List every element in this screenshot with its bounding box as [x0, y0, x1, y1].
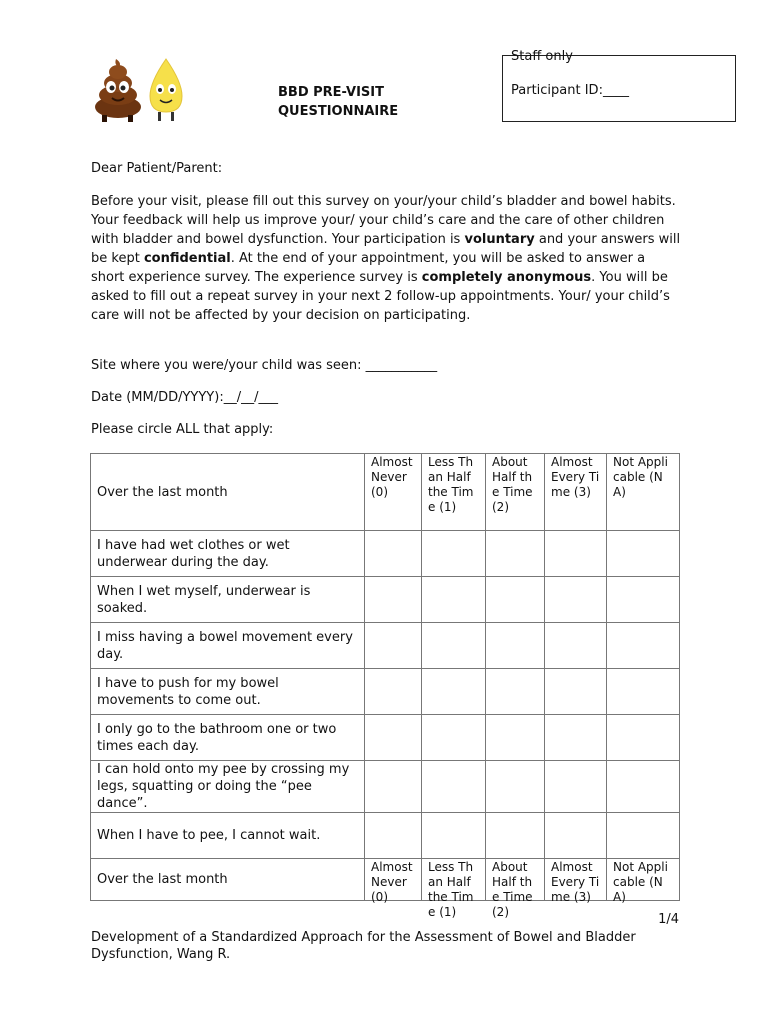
- staff-only-label: Staff only: [511, 49, 573, 64]
- answer-cell[interactable]: [422, 577, 486, 623]
- answer-cell[interactable]: [607, 669, 680, 715]
- staff-only-box: [502, 49, 736, 122]
- answer-cell[interactable]: [422, 813, 486, 859]
- question-text: I have to push for my bowel movements to come out.: [91, 669, 365, 715]
- participant-id-field[interactable]: Participant ID:____: [511, 83, 629, 98]
- table-header-row: [91, 454, 680, 531]
- answer-cell[interactable]: [486, 813, 545, 859]
- table-row: [91, 577, 680, 623]
- column-header-text: About Half the Time (2): [492, 860, 533, 919]
- table-row: [91, 813, 680, 859]
- answer-cell[interactable]: [607, 761, 680, 813]
- column-header: Almost Every Time (3): [545, 454, 607, 531]
- answer-cell[interactable]: [607, 813, 680, 859]
- question-text: I have had wet clothes or wet underwear during the day.: [91, 531, 365, 577]
- questionnaire-table: [90, 453, 680, 919]
- table-row: [91, 761, 680, 813]
- intro-text-3: . At the end of your appointment, you will be asked to answer a short experience survey. The experience survey is: [91, 251, 646, 285]
- answer-cell[interactable]: [365, 531, 422, 577]
- answer-cell[interactable]: [545, 813, 607, 859]
- answer-cell[interactable]: [422, 623, 486, 669]
- column-header: Not Applicable (NA): [607, 454, 680, 531]
- intro-text-2: and your answers will be kept: [91, 232, 681, 266]
- logo: [92, 56, 188, 122]
- column-header: [486, 859, 545, 919]
- answer-cell[interactable]: [486, 623, 545, 669]
- pee-drop-character-icon: [150, 59, 182, 121]
- answer-cell[interactable]: [545, 577, 607, 623]
- date-field[interactable]: Date (MM/DD/YYYY):__/__/___: [91, 390, 278, 405]
- answer-cell[interactable]: [365, 761, 422, 813]
- logo-characters-icon: [92, 56, 188, 122]
- column-header: About Half the Time (2): [486, 454, 545, 531]
- answer-cell[interactable]: [422, 761, 486, 813]
- answer-cell[interactable]: [486, 669, 545, 715]
- column-header: [422, 859, 486, 919]
- instruction-text: Please circle ALL that apply:: [91, 422, 274, 437]
- column-header-text: Almost Every Time (3): [551, 860, 600, 904]
- column-header-text: Not Applicable (NA): [613, 860, 668, 904]
- page-title: BBD PRE-VISIT QUESTIONNAIRE: [278, 85, 399, 119]
- answer-cell[interactable]: [545, 623, 607, 669]
- column-header: [545, 859, 607, 904]
- answer-cell[interactable]: [365, 669, 422, 715]
- answer-cell[interactable]: [422, 669, 486, 715]
- intro-text-1: Before your visit, please fill out this survey on your/your child’s bladder and bowel habits. Your feedback will help us improve your/ your child’s care and the care of other children with bladder and bowel dysfunction. Your participation is: [91, 194, 676, 247]
- footer-citation: Development of a Standardized Approach for the Assessment of Bowel and Bladder Dysfunction, Wang R.: [91, 930, 636, 962]
- column-header-text: Almost Never (0): [371, 860, 413, 904]
- row-header: Over the last month: [91, 859, 365, 901]
- table-row: [91, 623, 680, 669]
- answer-cell[interactable]: [545, 715, 607, 761]
- column-header: [365, 859, 422, 904]
- question-text: I miss having a bowel movement every day.: [91, 623, 365, 669]
- answer-cell[interactable]: [607, 577, 680, 623]
- site-field[interactable]: Site where you were/your child was seen: ___________: [91, 358, 438, 373]
- page-number: 1/4: [658, 912, 679, 927]
- answer-cell[interactable]: [365, 813, 422, 859]
- answer-cell[interactable]: [365, 715, 422, 761]
- answer-cell[interactable]: [486, 761, 545, 813]
- intro-bold-anonymous: completely anonymous: [421, 270, 592, 285]
- answer-cell[interactable]: [486, 577, 545, 623]
- column-header-text: Less Than Half the Time (1): [428, 860, 474, 919]
- answer-cell[interactable]: [607, 715, 680, 761]
- answer-cell[interactable]: [607, 531, 680, 577]
- question-text: When I have to pee, I cannot wait.: [91, 813, 365, 859]
- question-text: I can hold onto my pee by crossing my legs, squatting or doing the “pee dance”.: [91, 761, 365, 813]
- intro-bold-voluntary: voluntary: [464, 232, 535, 247]
- table-header-row-repeat: [91, 859, 680, 901]
- column-header: Almost Never (0): [365, 454, 422, 531]
- question-text: I only go to the bathroom one or two times each day.: [91, 715, 365, 761]
- table-row: [91, 531, 680, 577]
- answer-cell[interactable]: [545, 531, 607, 577]
- table-row: [91, 669, 680, 715]
- row-header: Over the last month: [91, 454, 365, 531]
- column-header: Less Than Half the Time (1): [422, 454, 486, 531]
- answer-cell[interactable]: [422, 715, 486, 761]
- intro-paragraph: [91, 192, 681, 325]
- poop-character-icon: [95, 59, 141, 122]
- answer-cell[interactable]: [607, 623, 680, 669]
- column-header: [607, 859, 680, 904]
- answer-cell[interactable]: [545, 761, 607, 813]
- question-text: When I wet myself, underwear is soaked.: [91, 577, 365, 623]
- greeting: Dear Patient/Parent:: [91, 161, 223, 176]
- answer-cell[interactable]: [486, 715, 545, 761]
- intro-text-4: . You will be asked to fill out a repeat survey in your next 2 follow-up appointments. Your/ your child’s care will not be affected by your decision on participating.: [91, 270, 670, 323]
- answer-cell[interactable]: [422, 531, 486, 577]
- table-row: [91, 715, 680, 761]
- answer-cell[interactable]: [365, 577, 422, 623]
- answer-cell[interactable]: [486, 531, 545, 577]
- intro-bold-confidential: confidential: [143, 251, 231, 266]
- answer-cell[interactable]: [365, 623, 422, 669]
- page-title-container: [278, 83, 478, 119]
- answer-cell[interactable]: [545, 669, 607, 715]
